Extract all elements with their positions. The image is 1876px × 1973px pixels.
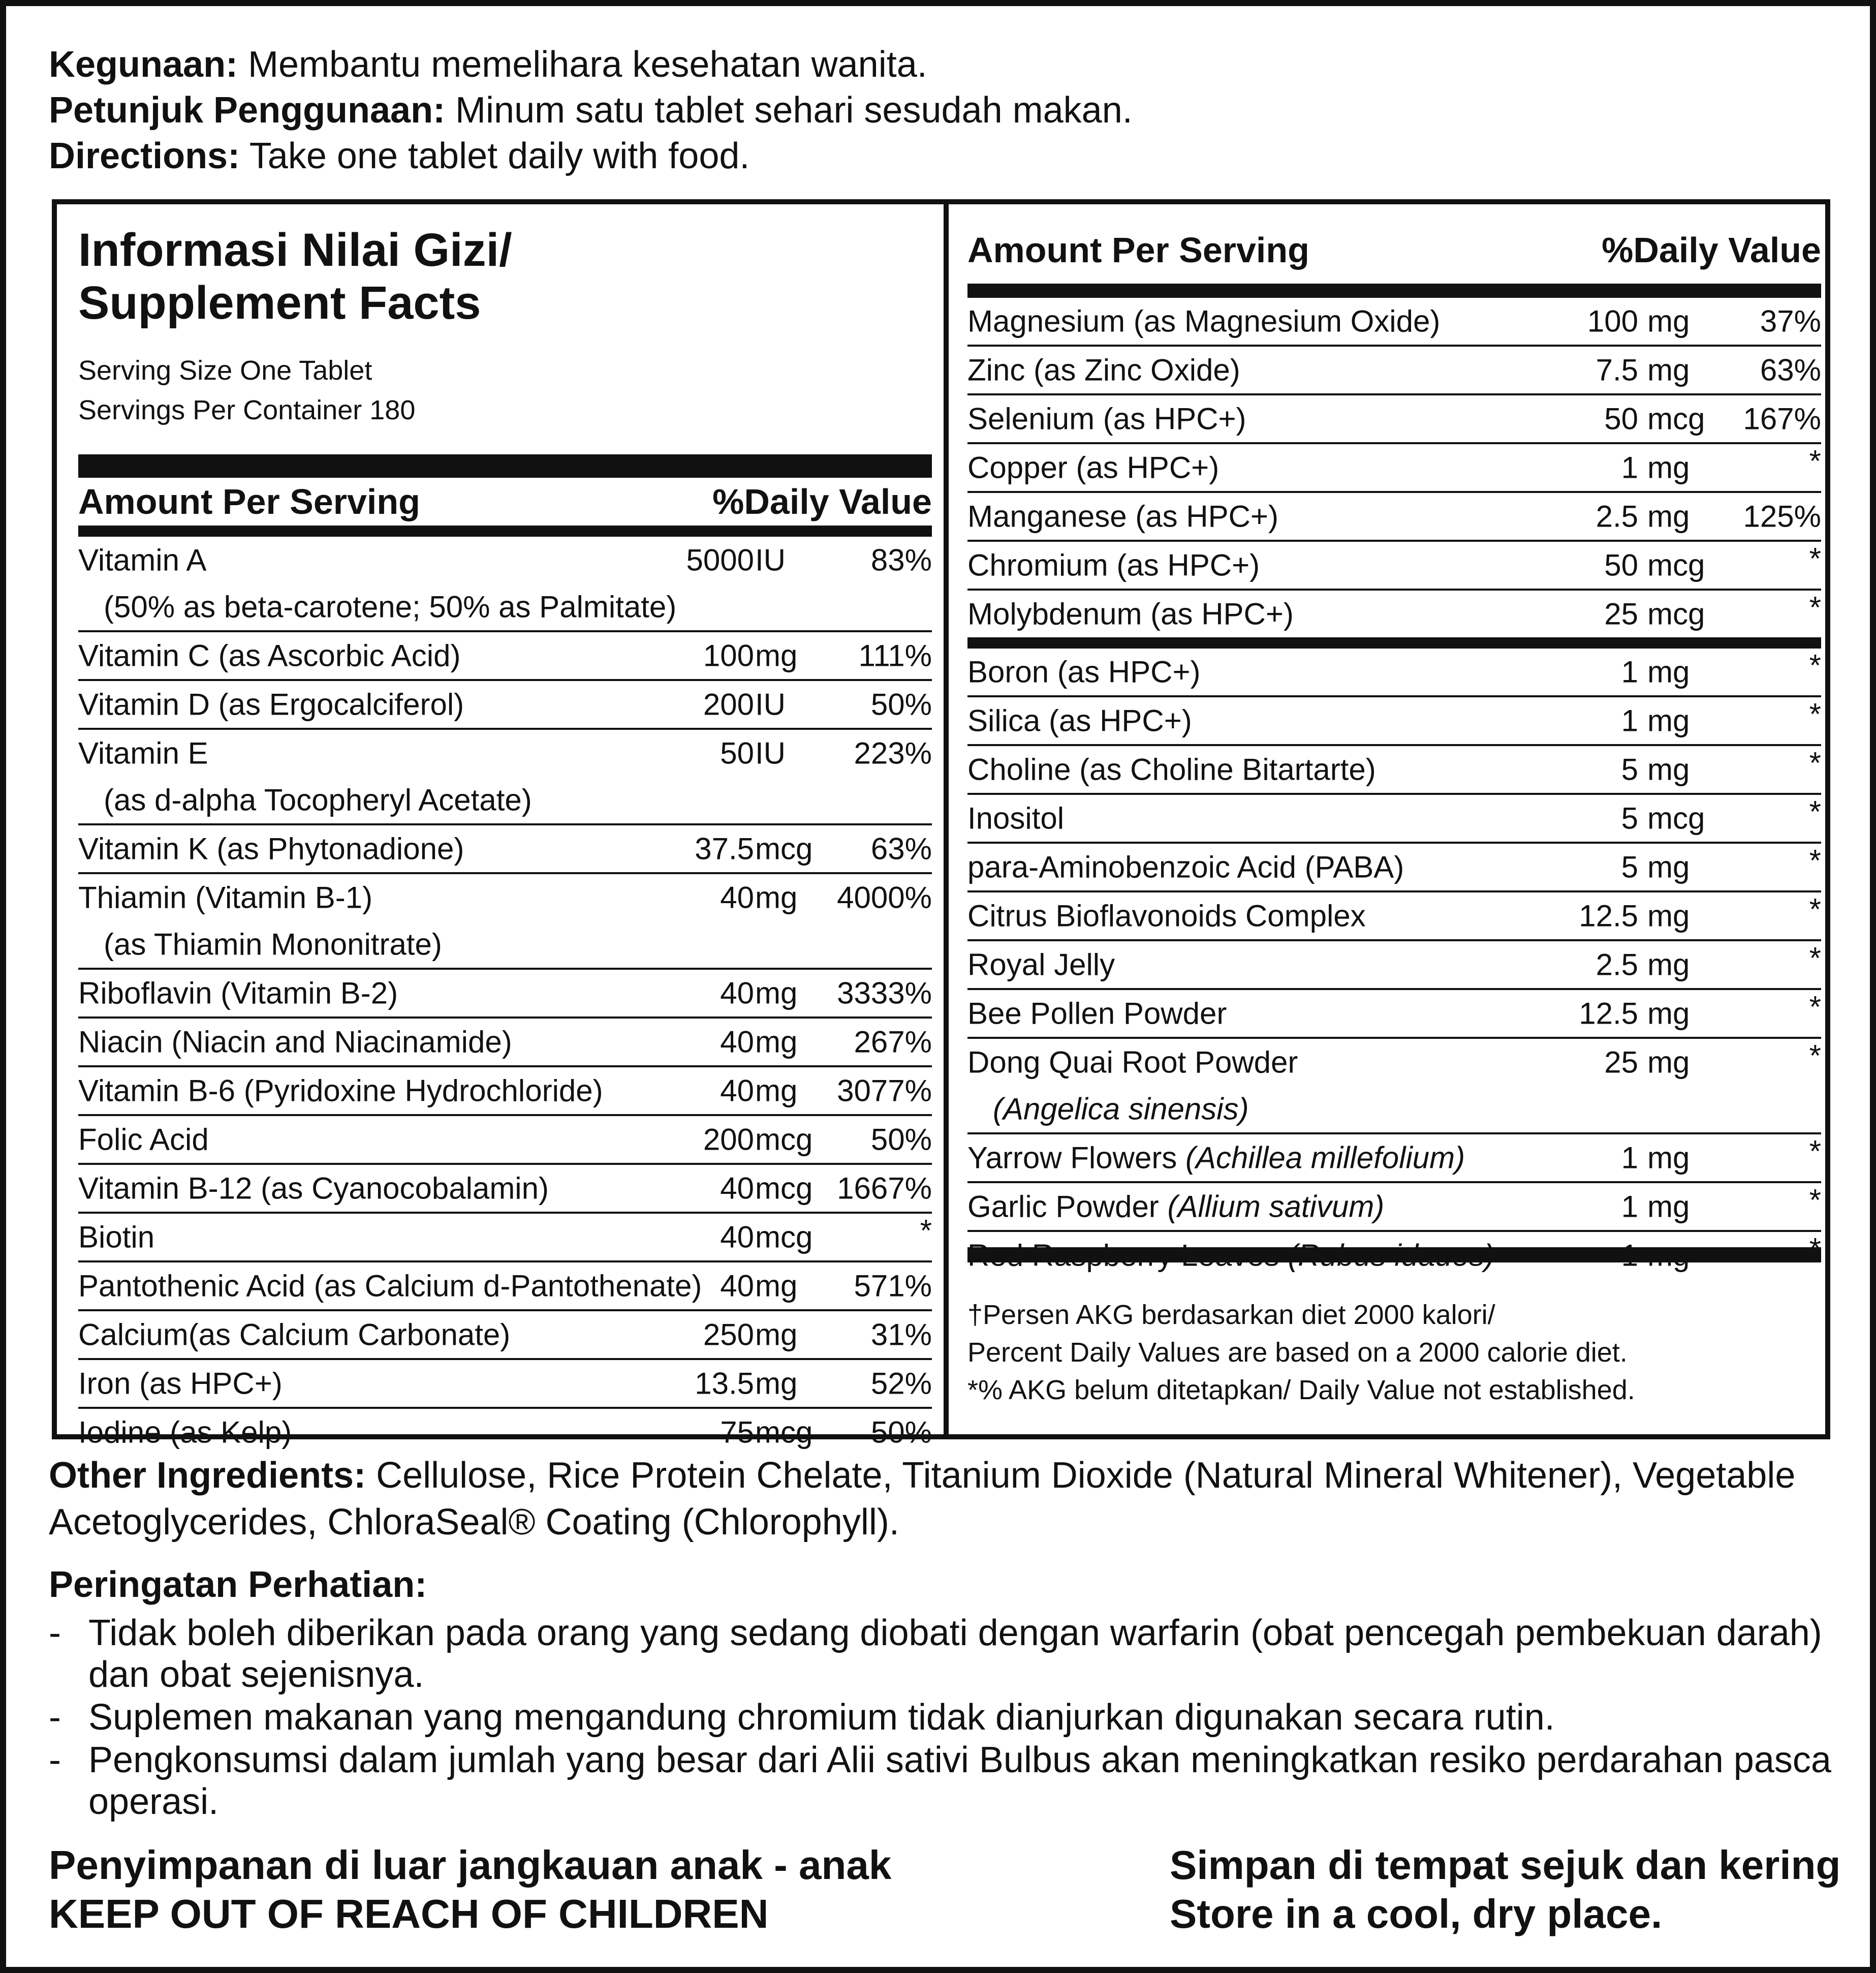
nutrient-name-text: Inositol [967, 801, 1065, 836]
nutrient-row [78, 968, 932, 1016]
row-main-line [78, 1165, 932, 1212]
header-rule [78, 526, 932, 537]
row-main-line [967, 347, 1821, 393]
nutrient-unit: mg [1647, 899, 1690, 933]
nutrient-name-text: Yarrow Flowers [967, 1140, 1185, 1175]
nutrient-name-text: Silica (as HPC+) [967, 703, 1192, 738]
header-daily-value: %Daily Value [1602, 230, 1821, 270]
bottom-rule [967, 1247, 1821, 1262]
row-main-line [967, 649, 1821, 695]
header-rule [967, 284, 1821, 298]
bullet-dash: - [49, 1697, 61, 1738]
row-main-line [967, 542, 1821, 589]
storage-instructions: Simpan di tempat sejuk dan kering Store in a cool, dry place. [1170, 1842, 1841, 1936]
row-main-line [78, 1116, 932, 1163]
header-amount: Amount Per Serving [967, 230, 1309, 270]
nutrient-name-text: Copper (as HPC+) [967, 450, 1220, 485]
nutrient-name [967, 548, 1260, 583]
nutrient-daily-value: 52% [870, 1366, 932, 1401]
nutrient-name [78, 976, 398, 1011]
nutrient-amount: 40 [720, 1269, 754, 1303]
bullet-dash: - [49, 1740, 61, 1780]
nutrient-unit: mg [755, 1366, 798, 1401]
nutrient-row [78, 823, 932, 872]
nutrient-row [967, 393, 1821, 442]
nutrient-row [967, 491, 1821, 540]
nutrient-amount: 40 [720, 1220, 754, 1254]
nutrient-row [78, 1065, 932, 1114]
nutrient-name [967, 402, 1246, 437]
header-daily-value: %Daily Value [712, 482, 932, 521]
warning-text: Pengkonsumsi dalam jumlah yang besar dari Alii sativi Bulbus akan meningkatkan resiko perdarahan pasca operasi. [88, 1740, 1831, 1822]
header-amount: Amount Per Serving [78, 482, 420, 521]
nutrient-amount: 1 [1621, 703, 1638, 738]
row-main-line [78, 1214, 932, 1260]
nutrient-daily-value: * [1809, 843, 1821, 878]
row-main-line [967, 941, 1821, 988]
directions-line: Directions: Take one tablet daily with food. [49, 136, 750, 176]
nutrient-name [78, 1025, 512, 1060]
nutrient-row [78, 630, 932, 679]
nutrient-amount: 25 [1604, 597, 1638, 631]
nutrient-amount: 12.5 [1579, 996, 1638, 1031]
nutrient-daily-value: * [1809, 990, 1821, 1024]
row-sub-line [78, 583, 932, 630]
nutrient-amount: 12.5 [1579, 899, 1638, 933]
nutrient-name [78, 736, 208, 771]
nutrient-name [78, 831, 464, 867]
nutrient-daily-value: * [1809, 746, 1821, 780]
row-main-line [967, 795, 1821, 842]
nutrient-name-text: Calcium(as Calcium Carbonate) [78, 1317, 511, 1352]
nutrient-row [967, 589, 1821, 637]
nutrient-daily-value: * [1809, 1183, 1821, 1217]
nutrient-unit: mg [755, 1025, 798, 1059]
nutrient-amount: 100 [703, 638, 754, 673]
nutrient-name-text: Zinc (as Zinc Oxide) [967, 353, 1240, 387]
nutrient-unit: mcg [1647, 402, 1705, 436]
nutrient-row [78, 1407, 932, 1456]
nutrient-daily-value: 31% [870, 1317, 932, 1352]
nutrient-name-text: Choline (as Choline Bitartarte) [967, 752, 1376, 787]
nutrient-daily-value: 571% [854, 1269, 932, 1303]
row-main-line [78, 632, 932, 679]
nutrient-name-text: Thiamin (Vitamin B-1) [78, 880, 373, 915]
nutrient-name [967, 1045, 1298, 1080]
row-main-line [967, 395, 1821, 442]
nutrient-daily-value: * [1809, 648, 1821, 683]
nutrient-unit: mg [1647, 1045, 1690, 1080]
nutrient-unit: IU [755, 736, 786, 770]
nutrient-name [967, 655, 1201, 690]
nutrient-name [78, 1220, 154, 1255]
warning-text: Tidak boleh diberikan pada orang yang sedang diobati dengan warfarin (obat pencegah pembekuan darah) dan obat sejenisnya. [88, 1613, 1822, 1695]
nutrient-latin-name: (Allium sativum) [1167, 1189, 1385, 1224]
servings-per-container: Servings Per Container 180 [78, 395, 416, 425]
footnote-3: *% AKG belum ditetapkan/ Daily Value not established. [967, 1375, 1635, 1405]
row-main-line [78, 1262, 932, 1309]
nutrient-name [967, 304, 1440, 339]
nutrient-unit: mcg [1647, 597, 1705, 631]
row-main-line [967, 444, 1821, 491]
nutrient-name [967, 597, 1294, 632]
nutrient-name-text: Manganese (as HPC+) [967, 499, 1278, 534]
nutrient-row [967, 540, 1821, 589]
nutrient-daily-value: * [1809, 590, 1821, 625]
nutrient-amount: 1 [1621, 450, 1638, 485]
nutrient-unit: mg [1647, 947, 1690, 982]
storage-children-warning: Penyimpanan di luar jangkauan anak - anak KEEP OUT OF REACH OF CHILDREN [49, 1842, 892, 1936]
nutrient-unit: mg [1647, 850, 1690, 884]
row-main-line [78, 537, 932, 583]
nutrient-amount: 1 [1621, 1140, 1638, 1175]
nutrient-unit: mg [1647, 752, 1690, 787]
nutrient-name-text: Riboflavin (Vitamin B-2) [78, 976, 398, 1010]
nutrient-daily-value: 267% [854, 1025, 932, 1059]
nutrient-row [967, 988, 1821, 1037]
nutrient-daily-value: * [920, 1213, 932, 1248]
nutrient-unit: mg [1647, 353, 1690, 387]
nutrient-amount: 50 [1604, 548, 1638, 582]
nutrient-amount: 1 [1621, 1189, 1638, 1224]
nutrient-amount: 75 [720, 1415, 754, 1450]
nutrient-name [78, 1317, 510, 1352]
nutrient-daily-value: 37% [1760, 304, 1821, 338]
nutrient-unit: mg [1647, 450, 1690, 485]
nutrient-unit: mcg [755, 831, 813, 866]
nutrient-unit: mg [1647, 1189, 1690, 1224]
nutrient-name [967, 450, 1219, 485]
nutrient-row [967, 1181, 1821, 1230]
row-sub-line [78, 777, 932, 823]
nutrient-unit: mg [1647, 703, 1690, 738]
nutrient-unit: mcg [755, 1220, 813, 1254]
serving-info [78, 351, 415, 430]
nutrient-name-text: Chromium (as HPC+) [967, 548, 1260, 582]
row-main-line [78, 681, 932, 728]
nutrient-name-text: Vitamin B-6 (Pyridoxine Hydrochloride) [78, 1073, 603, 1108]
nutrient-amount: 5 [1621, 801, 1638, 836]
footnote-1: †Persen AKG berdasarkan diet 2000 kalori/ [967, 1300, 1495, 1330]
warnings-title: Peringatan Perhatian: [49, 1564, 427, 1605]
nutrient-name [967, 850, 1404, 885]
nutrient-name [967, 353, 1240, 388]
row-main-line [78, 1409, 932, 1456]
supplement-facts-panel [52, 199, 1830, 1450]
warning-item [49, 1697, 1848, 1738]
nutrient-row [78, 1309, 932, 1358]
nutrient-name [78, 543, 206, 578]
nutrient-name-text: Vitamin A [78, 543, 207, 577]
nutrient-amount: 100 [1587, 304, 1638, 338]
nutrient-row [967, 298, 1821, 345]
nutrient-row [967, 1037, 1821, 1132]
nutrient-name-text: Bee Pollen Powder [967, 996, 1227, 1031]
nutrient-name-text: Dong Quai Root Powder [967, 1045, 1298, 1080]
nutrient-daily-value: * [1809, 1038, 1821, 1073]
nutrient-unit: mcg [755, 1171, 813, 1206]
nutrient-row [967, 345, 1821, 393]
nutrient-name-text: Citrus Bioflavonoids Complex [967, 899, 1366, 933]
nutrient-row [78, 1016, 932, 1065]
nutrient-row [967, 842, 1821, 890]
row-main-line [78, 1311, 932, 1358]
usage-section [49, 42, 1827, 179]
row-main-line [967, 697, 1821, 744]
nutrient-amount: 7.5 [1596, 353, 1638, 387]
right-table-header [967, 225, 1821, 275]
nutrient-name-text: Iodine (as Kelp) [78, 1415, 292, 1450]
nutrient-amount: 5000 [686, 543, 754, 577]
nutrient-daily-value: 1667% [837, 1171, 932, 1206]
row-main-line [78, 825, 932, 872]
nutrient-amount: 1 [1621, 655, 1638, 689]
nutrient-unit: mcg [1647, 801, 1705, 836]
nutrient-name-text: Biotin [78, 1220, 155, 1254]
nutrient-unit: mcg [755, 1415, 813, 1450]
row-main-line [967, 1183, 1821, 1230]
facts-title: Informasi Nilai Gizi/ Supplement Facts [78, 224, 512, 329]
nutrient-unit: mg [755, 880, 798, 915]
nutrient-daily-value: * [1809, 794, 1821, 829]
nutrient-unit: mcg [755, 1122, 813, 1157]
nutrient-row [967, 637, 1821, 695]
nutrient-name [967, 1140, 1465, 1176]
nutrient-name-text: Vitamin C (as Ascorbic Acid) [78, 638, 461, 673]
nutrient-row [78, 728, 932, 823]
nutrient-row [78, 1260, 932, 1309]
nutrient-daily-value: 111% [858, 638, 932, 673]
row-main-line [78, 730, 932, 777]
nutrient-row [78, 679, 932, 728]
nutrient-name [967, 801, 1064, 836]
nutrient-name-text: Vitamin E [78, 736, 208, 770]
row-main-line [967, 844, 1821, 890]
nutrient-row [78, 1212, 932, 1260]
instructions-line: Petunjuk Penggunaan: Minum satu tablet sehari sesudah makan. [49, 90, 1133, 131]
nutrient-unit: mg [755, 1073, 798, 1108]
left-nutrient-rows [78, 537, 932, 1456]
nutrient-name-text: Niacin (Niacin and Niacinamide) [78, 1025, 512, 1059]
footnotes [967, 1296, 1821, 1409]
nutrient-row [967, 1132, 1821, 1181]
nutrient-name [78, 1415, 292, 1450]
nutrient-amount: 40 [720, 1025, 754, 1059]
warnings-list [49, 1612, 1848, 1823]
nutrient-daily-value: * [1809, 1134, 1821, 1168]
nutrient-source: (as d-alpha Tocopheryl Acetate) [104, 783, 532, 817]
nutrient-unit: mg [1647, 304, 1690, 338]
nutrient-unit: mg [1647, 655, 1690, 689]
nutrient-daily-value: 50% [870, 1122, 932, 1157]
nutrient-row [78, 872, 932, 968]
nutrient-latin-name [993, 1092, 1249, 1127]
nutrient-name [967, 499, 1278, 534]
nutrient-daily-value: 50% [870, 1415, 932, 1450]
nutrient-amount: 40 [720, 1171, 754, 1206]
nutrient-daily-value: * [1809, 892, 1821, 927]
nutrient-amount: 40 [720, 880, 754, 915]
nutrient-unit: mcg [1647, 548, 1705, 582]
nutrient-name [967, 1189, 1384, 1224]
nutrient-name [967, 703, 1192, 738]
nutrient-amount: 250 [703, 1317, 754, 1352]
nutrient-name [78, 1366, 283, 1401]
row-main-line [967, 990, 1821, 1037]
nutrient-name-text: Magnesium (as Magnesium Oxide) [967, 304, 1441, 338]
row-main-line [967, 298, 1821, 345]
nutrient-daily-value: * [1809, 444, 1821, 478]
nutrient-row [967, 793, 1821, 842]
nutrient-amount: 40 [720, 1073, 754, 1108]
nutrient-name [78, 1171, 549, 1206]
nutrient-daily-value: 50% [870, 687, 932, 722]
nutrient-name-text: Folic Acid [78, 1122, 209, 1157]
other-ingredients: Other Ingredients: Cellulose, Rice Protein Chelate, Titanium Dioxide (Natural Mineral Whitener), Vegetable Acetoglycerides, ChloraSeal® Coating (Chlorophyll). [49, 1455, 1796, 1543]
row-main-line [967, 892, 1821, 939]
nutrient-unit: IU [755, 687, 786, 722]
nutrient-row [78, 1163, 932, 1212]
nutrient-amount: 2.5 [1596, 947, 1638, 982]
nutrient-unit: mg [755, 1317, 798, 1352]
row-main-line [78, 874, 932, 921]
nutrient-name-text: Molybdenum (as HPC+) [967, 597, 1294, 631]
nutrient-unit: mg [1647, 996, 1690, 1031]
nutrient-unit: mg [1647, 1140, 1690, 1175]
nutrient-daily-value: * [1809, 541, 1821, 576]
left-table-header [78, 478, 932, 526]
nutrient-daily-value: 223% [854, 736, 932, 770]
nutrient-amount: 200 [703, 1122, 754, 1157]
nutrient-amount: 25 [1604, 1045, 1638, 1080]
nutrient-row [967, 442, 1821, 491]
nutrient-name-text: Selenium (as HPC+) [967, 402, 1246, 436]
nutrient-name [967, 899, 1366, 934]
nutrient-amount: 50 [720, 736, 754, 770]
nutrient-amount: 37.5 [695, 831, 754, 866]
uses-line: Kegunaan: Membantu memelihara kesehatan wanita. [49, 44, 927, 85]
nutrient-amount: 200 [703, 687, 754, 722]
nutrient-name-text: Iron (as HPC+) [78, 1366, 283, 1401]
nutrient-name-text: Vitamin D (as Ergocalciferol) [78, 687, 464, 722]
nutrient-name [78, 1269, 702, 1304]
warnings-section [49, 1561, 1848, 1824]
nutrient-daily-value: 3077% [837, 1073, 932, 1108]
row-main-line [78, 1360, 932, 1407]
nutrient-latin-name: (Achillea millefolium) [1185, 1140, 1465, 1175]
nutrient-name [78, 638, 461, 673]
nutrient-source: (as Thiamin Mononitrate) [104, 927, 442, 962]
nutrient-source: (50% as beta-carotene; 50% as Palmitate) [104, 590, 677, 624]
row-main-line [78, 1019, 932, 1065]
nutrient-row [78, 1358, 932, 1407]
nutrient-daily-value: 63% [870, 831, 932, 866]
nutrient-row [78, 1114, 932, 1163]
nutrient-name-text: para-Aminobenzoic Acid (PABA) [967, 850, 1404, 884]
nutrient-daily-value: * [1809, 941, 1821, 975]
serving-size: Serving Size One Tablet [78, 355, 372, 386]
nutrient-name [78, 1073, 603, 1108]
row-main-line [967, 746, 1821, 793]
column-divider [944, 204, 949, 1434]
nutrient-unit: mg [1647, 499, 1690, 534]
nutrient-name-text: Vitamin B-12 (as Cyanocobalamin) [78, 1171, 549, 1206]
nutrient-name [967, 752, 1376, 787]
nutrient-daily-value: 83% [870, 543, 932, 577]
nutrient-latin-name-text: (Angelica sinensis) [993, 1092, 1249, 1126]
nutrient-unit: mg [755, 1269, 798, 1303]
nutrient-row [967, 939, 1821, 988]
nutrient-name-text: Royal Jelly [967, 947, 1115, 982]
row-main-line [78, 1067, 932, 1114]
nutrient-amount: 5 [1621, 752, 1638, 787]
nutrient-name-text: Boron (as HPC+) [967, 655, 1201, 689]
nutrient-daily-value: 167% [1743, 402, 1821, 436]
nutrient-name-text: Vitamin K (as Phytonadione) [78, 831, 464, 866]
footnote-2: Percent Daily Values are based on a 2000 calorie diet. [967, 1337, 1628, 1368]
warning-item [49, 1739, 1848, 1823]
nutrient-daily-value: 4000% [837, 880, 932, 915]
nutrient-name-text: Pantothenic Acid (as Calcium d-Pantothenate) [78, 1269, 702, 1303]
nutrient-name-text: Garlic Powder [967, 1189, 1168, 1224]
warning-item [49, 1612, 1848, 1695]
nutrient-daily-value: * [1809, 697, 1821, 731]
nutrient-name [967, 996, 1227, 1031]
nutrient-amount: 13.5 [695, 1366, 754, 1401]
nutrient-unit: mg [755, 638, 798, 673]
row-main-line [967, 493, 1821, 540]
nutrient-daily-value: 3333% [837, 976, 932, 1010]
nutrient-row [78, 537, 932, 630]
right-nutrient-rows [967, 298, 1821, 1279]
row-main-line [78, 970, 932, 1016]
row-sub-line [78, 921, 932, 968]
nutrient-row [967, 890, 1821, 939]
nutrient-unit: IU [755, 543, 786, 577]
nutrient-amount: 2.5 [1596, 499, 1638, 534]
nutrient-row [967, 744, 1821, 793]
nutrient-daily-value: 125% [1743, 499, 1821, 534]
bullet-dash: - [49, 1613, 61, 1653]
row-main-line [967, 1134, 1821, 1181]
row-main-line [967, 1039, 1821, 1086]
nutrient-amount: 40 [720, 976, 754, 1010]
nutrient-name [78, 1122, 209, 1157]
nutrient-row [967, 695, 1821, 744]
nutrient-name [967, 947, 1115, 982]
warning-text: Suplemen makanan yang mengandung chromium tidak dianjurkan digunakan secara rutin. [88, 1697, 1555, 1738]
row-main-line [967, 591, 1821, 637]
nutrient-daily-value: 63% [1760, 353, 1821, 387]
nutrient-name [78, 880, 372, 915]
nutrient-amount: 50 [1604, 402, 1638, 436]
thick-rule [78, 454, 932, 478]
nutrient-name [78, 687, 464, 722]
row-sub-line [967, 1086, 1821, 1132]
nutrient-amount: 5 [1621, 850, 1638, 884]
nutrient-unit: mg [755, 976, 798, 1010]
